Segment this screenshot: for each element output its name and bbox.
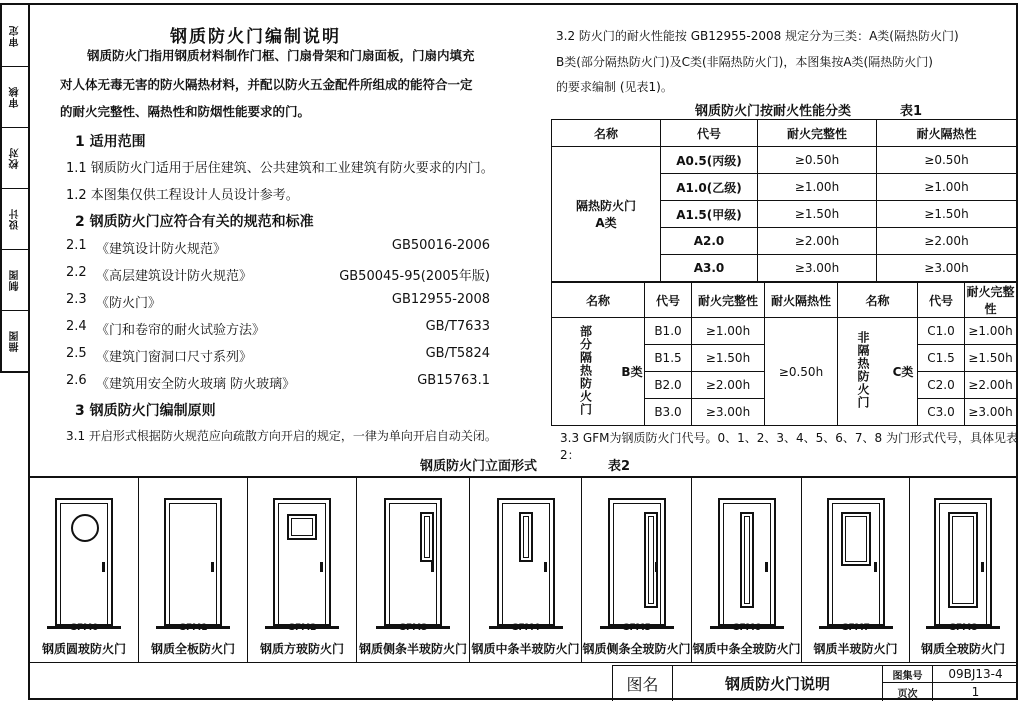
standard-code: GB12955-2008 xyxy=(391,292,490,307)
col-header: 代号 xyxy=(661,120,758,147)
c-code: C3.0 xyxy=(918,399,965,426)
col-header: 名称 xyxy=(552,120,661,147)
square-glass-icon xyxy=(287,514,317,540)
page-title: 钢质防火门编制说明 xyxy=(170,27,341,47)
standard-name: 《建筑设计防火规范》 xyxy=(96,242,227,257)
strip-cell: 制图 xyxy=(2,249,28,311)
b-class-label: B类 xyxy=(620,318,645,426)
door-label: 钢质中条全玻防火门 xyxy=(692,642,801,656)
section3-heading: 3 钢质防火门编制原则 xyxy=(75,403,216,419)
center-strip-full-glass-icon xyxy=(740,512,754,608)
door-label: 钢质中条半玻防火门 xyxy=(471,642,580,656)
intro-line: 钢质防火门指用钢质材料制作门框、门扇骨架和门扇面板，门扇内填充 xyxy=(87,48,475,63)
col-header: 耐火完整性 xyxy=(758,120,877,147)
door-elevation-gfm7 xyxy=(827,498,885,626)
b-integrity: ≥2.00h xyxy=(692,372,765,399)
standard-num: 2.4 xyxy=(66,319,87,334)
table2-number: 表2 xyxy=(608,459,631,474)
door-code: GFM6 xyxy=(732,623,761,633)
door-cell-gfm0 xyxy=(30,478,139,662)
c-integrity: ≥1.50h xyxy=(965,345,1017,372)
b-insulation: ≥0.50h xyxy=(765,318,838,426)
standard-code: GB15763.1 xyxy=(417,373,490,388)
door-label: 钢质半玻防火门 xyxy=(813,642,898,656)
door-label: 钢质侧条全玻防火门 xyxy=(582,642,691,656)
a-code: A0.5(丙级) xyxy=(661,147,758,174)
door-code: GFM5 xyxy=(622,623,651,633)
a-insulation: ≥0.50h xyxy=(877,147,1017,174)
c-integrity: ≥1.00h xyxy=(965,318,1017,345)
section1-item: 1.1 钢质防火门适用于居住建筑、公共建筑和工业建筑有防火要求的内门。 xyxy=(66,161,494,176)
standard-num: 2.2 xyxy=(66,265,87,280)
door-code: GFM1 xyxy=(178,623,208,633)
standard-name: 《防火门》 xyxy=(96,296,162,311)
standard-name: 《建筑门窗洞口尺寸系列》 xyxy=(96,350,253,365)
strip-cell: 描图 xyxy=(9,329,21,352)
standard-code: GB50016-2006 xyxy=(391,238,490,253)
door-code: GFM7 xyxy=(841,623,870,633)
section1-heading: 1 适用范围 xyxy=(75,134,146,150)
section3-item32-line: B类(部分隔热防火门)及C类(非隔热防火门)，本图集按A类(隔热防火门) xyxy=(556,55,933,69)
col-header: 名称 xyxy=(838,283,918,318)
door-elevation-gfm4 xyxy=(497,498,555,626)
door-elevation-gfm8 xyxy=(934,498,992,626)
page-no: 1 xyxy=(932,683,1018,701)
a-code: A1.5(甲级) xyxy=(661,201,758,228)
a-integrity: ≥1.50h xyxy=(758,201,877,228)
center-strip-glass-icon xyxy=(519,512,533,562)
door-code: GFM8 xyxy=(948,623,978,633)
atlas-no-label: 图集号 xyxy=(882,666,932,683)
c-code: C1.5 xyxy=(918,345,965,372)
door-elevation-gfm0 xyxy=(55,498,113,626)
standard-name: 《高层建筑设计防火规范》 xyxy=(96,269,253,284)
b-group-label: 部分隔热防火门 xyxy=(552,318,621,426)
door-code: GFM3 xyxy=(398,623,428,633)
standard-code: GB/T7633 xyxy=(425,319,490,334)
standard-name: 《门和卷帘的耐火试验方法》 xyxy=(96,323,266,338)
door-label: 钢质方玻防火门 xyxy=(259,642,344,656)
b-code: B2.0 xyxy=(645,372,692,399)
half-glass-icon xyxy=(841,512,871,566)
section3-item32-line: 的要求编制 (见表1)。 xyxy=(556,80,673,94)
b-code: B1.0 xyxy=(645,318,692,345)
c-code: C2.0 xyxy=(918,372,965,399)
strip-cell: 审定 xyxy=(2,5,28,67)
door-cell-gfm6 xyxy=(692,478,802,662)
standard-num: 2.6 xyxy=(66,373,87,388)
door-cell-gfm8 xyxy=(910,478,1016,662)
col-header: 耐火完整性 xyxy=(965,283,1017,318)
full-glass-icon xyxy=(948,512,978,608)
drawing-name-label: 图名 xyxy=(612,666,672,701)
a-insulation: ≥2.00h xyxy=(877,228,1017,255)
door-label: 钢质圆玻防火门 xyxy=(41,642,126,656)
door-cell-gfm4 xyxy=(470,478,582,662)
door-cell-gfm2 xyxy=(248,478,357,662)
b-integrity: ≥1.50h xyxy=(692,345,765,372)
door-cell-gfm5 xyxy=(582,478,692,662)
c-code: C1.0 xyxy=(918,318,965,345)
door-cell-gfm7 xyxy=(802,478,910,662)
b-integrity: ≥1.00h xyxy=(692,318,765,345)
a-integrity: ≥1.00h xyxy=(758,174,877,201)
a-code: A1.0(乙级) xyxy=(661,174,758,201)
col-header: 耐火完整性 xyxy=(692,283,765,318)
intro-line: 对人体无毒无害的防火隔热材料，并配以防火五金配件所组成的能符合一定 xyxy=(60,77,473,92)
standard-code: GB50045-95(2005年版) xyxy=(339,269,490,284)
door-elevation-gfm6 xyxy=(718,498,776,626)
door-elevation-gfm1 xyxy=(164,498,222,626)
a-integrity: ≥0.50h xyxy=(758,147,877,174)
b-code: B3.0 xyxy=(645,399,692,426)
standard-code: GB/T5824 xyxy=(425,346,490,361)
door-label: 钢质全板防火门 xyxy=(150,642,235,656)
door-elevations xyxy=(30,476,1016,663)
approval-side-strip xyxy=(0,3,28,373)
strip-cell: 审核 xyxy=(2,66,28,128)
door-cell-gfm3 xyxy=(357,478,470,662)
standard-num: 2.3 xyxy=(66,292,87,307)
section2-heading: 2 钢质防火门应符合有关的规范和标准 xyxy=(75,214,314,230)
a-integrity: ≥2.00h xyxy=(758,228,877,255)
c-integrity: ≥3.00h xyxy=(965,399,1017,426)
side-strip-full-glass-icon xyxy=(644,512,658,608)
table2-caption: 钢质防火门立面形式 xyxy=(420,459,538,474)
a-integrity: ≥3.00h xyxy=(758,255,877,282)
table1-caption: 钢质防火门按耐火性能分类 xyxy=(695,104,852,119)
door-code: GFM0 xyxy=(69,623,99,633)
standard-num: 2.5 xyxy=(66,346,87,361)
table1-number: 表1 xyxy=(900,104,923,119)
section1-item: 1.2 本图集仅供工程设计人员设计参考。 xyxy=(66,188,299,203)
strip-cell: 校对 xyxy=(2,127,28,189)
section3-item31: 3.1 开启形式根据防火规范应向疏散方向开启的规定，一律为单向开启自动关闭。 xyxy=(66,429,497,443)
col-header: 耐火隔热性 xyxy=(765,283,838,318)
a-insulation: ≥3.00h xyxy=(877,255,1017,282)
page-no-label: 页次 xyxy=(882,683,932,701)
section3-item33: 3.3 GFM为钢质防火门代号。0、1、2、3、4、5、6、7、8 为门形式代号，具体见表2： xyxy=(560,431,1018,462)
c-class-label: C类 xyxy=(889,318,918,426)
strip-cell: 设计 xyxy=(2,188,28,250)
standard-name: 《建筑用安全防火玻璃 防火玻璃》 xyxy=(96,377,296,392)
drawing-name: 钢质防火门说明 xyxy=(672,666,882,701)
a-code: A3.0 xyxy=(661,255,758,282)
a-insulation: ≥1.50h xyxy=(877,201,1017,228)
a-group-label: 隔热防火门 A类 xyxy=(552,147,661,282)
section3-item32-line: 3.2 防火门的耐火性能按 GB12955-2008 规定分为三类：A类(隔热防火门) xyxy=(556,29,959,43)
door-code: GFM4 xyxy=(511,623,540,633)
a-code: A2.0 xyxy=(661,228,758,255)
c-group-label: 非隔热防火门 xyxy=(838,318,890,426)
col-header: 代号 xyxy=(918,283,965,318)
round-glass-icon xyxy=(71,514,99,542)
table1-a-class xyxy=(551,119,1017,282)
col-header: 耐火隔热性 xyxy=(877,120,1017,147)
door-label: 钢质全玻防火门 xyxy=(920,642,1005,656)
door-elevation-gfm5 xyxy=(608,498,666,626)
b-integrity: ≥3.00h xyxy=(692,399,765,426)
door-elevation-gfm3 xyxy=(384,498,442,626)
atlas-no: 09BJ13-4 xyxy=(932,666,1018,683)
side-strip-glass-icon xyxy=(420,512,434,562)
standard-num: 2.1 xyxy=(66,238,87,253)
c-integrity: ≥2.00h xyxy=(965,372,1017,399)
door-elevation-gfm2 xyxy=(273,498,331,626)
title-block xyxy=(612,665,1018,701)
col-header: 代号 xyxy=(645,283,692,318)
col-header: 名称 xyxy=(552,283,645,318)
a-insulation: ≥1.00h xyxy=(877,174,1017,201)
b-code: B1.5 xyxy=(645,345,692,372)
door-cell-gfm1 xyxy=(139,478,248,662)
intro-line: 的耐火完整性、隔热性和防烟性能要求的门。 xyxy=(60,104,311,119)
table1-bc-class xyxy=(551,282,1017,426)
door-code: GFM2 xyxy=(287,623,317,633)
door-label: 钢质侧条半玻防火门 xyxy=(358,642,467,656)
